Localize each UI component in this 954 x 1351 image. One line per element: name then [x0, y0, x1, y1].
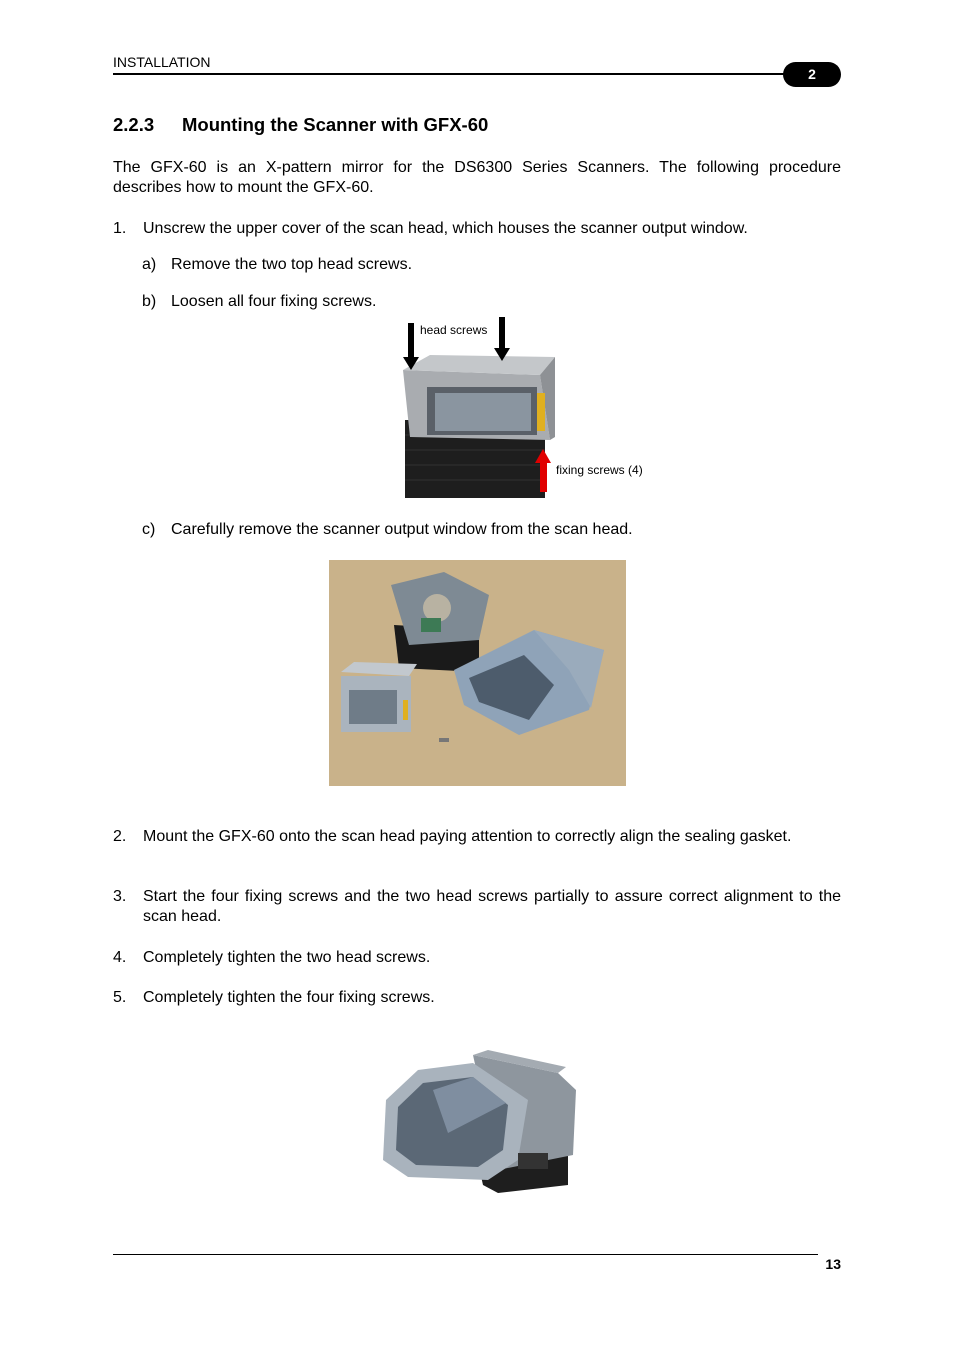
- running-header: INSTALLATION: [113, 54, 211, 70]
- disassembled-photo: [329, 560, 626, 786]
- step-4: [113, 948, 841, 968]
- section-heading: [113, 114, 488, 136]
- chapter-badge: 2: [783, 62, 841, 87]
- label-head-screws: head screws: [420, 323, 488, 337]
- step-number: 3.: [113, 888, 127, 905]
- substep-letter: c): [142, 521, 156, 538]
- step-text: Completely tighten the two head screws.: [143, 949, 431, 966]
- figure-scan-head: [375, 315, 665, 505]
- step-text: Completely tighten the four fixing screws.: [143, 989, 435, 1006]
- step-number: 1.: [113, 220, 127, 237]
- intro-paragraph: The GFX-60 is an X-pattern mirror for the DS6300 Series Scanners. The following procedure describes how to mount the GFX-60.: [113, 159, 841, 196]
- step-3: [113, 887, 841, 927]
- step-text: Mount the GFX-60 onto the scan head paying attention to correctly align the sealing gasket.: [143, 828, 792, 845]
- step-1: [113, 219, 841, 239]
- label-fixing-screws: fixing screws (4): [556, 463, 643, 477]
- arrow-up-icon: [535, 449, 551, 492]
- figure-disassembled: [329, 560, 626, 786]
- mounted-photo: [378, 1045, 578, 1200]
- step-text: Start the four fixing screws and the two head screws partially to assure correct alignment to the scan head.: [143, 888, 841, 925]
- step-5: [113, 988, 841, 1008]
- substep-text: Carefully remove the scanner output window from the scan head.: [171, 521, 633, 538]
- substep-text: Remove the two top head screws.: [171, 256, 413, 273]
- header-rule: [113, 73, 793, 75]
- section-number: 2.2.3: [113, 114, 155, 135]
- step-number: 2.: [113, 828, 127, 845]
- arrow-down-icon: [494, 317, 510, 361]
- arrow-down-icon: [403, 323, 419, 370]
- page-number: 13: [825, 1256, 841, 1272]
- step-text: Unscrew the upper cover of the scan head, which houses the scanner output window.: [143, 220, 748, 237]
- footer-rule: [113, 1254, 818, 1255]
- step-number: 5.: [113, 989, 127, 1006]
- substep-text: Loosen all four fixing screws.: [171, 293, 377, 310]
- step-2: [113, 827, 841, 867]
- substep-letter: a): [142, 256, 157, 273]
- figure-mounted-gfx60: [378, 1045, 578, 1200]
- step-number: 4.: [113, 949, 127, 966]
- section-title: Mounting the Scanner with GFX-60: [182, 114, 489, 135]
- substep-letter: b): [142, 293, 157, 310]
